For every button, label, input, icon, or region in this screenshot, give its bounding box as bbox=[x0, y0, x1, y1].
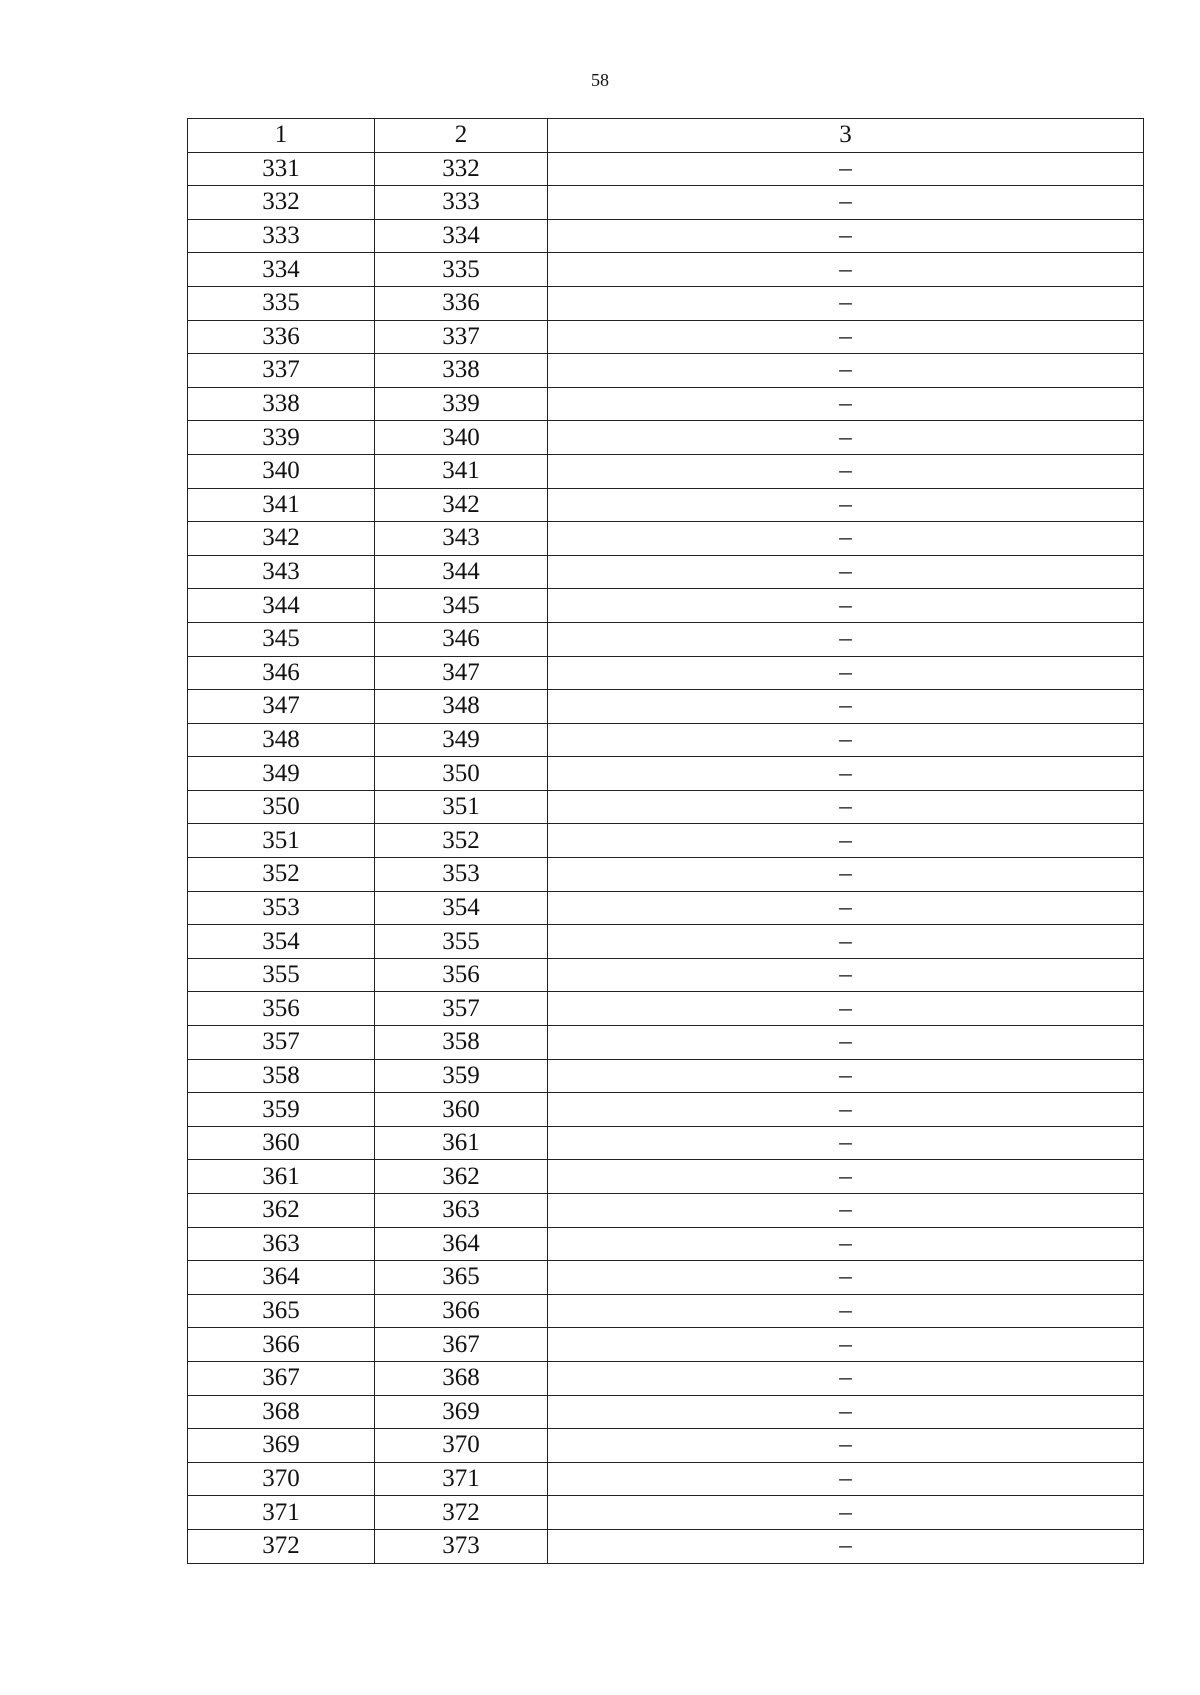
table-row bbox=[188, 1160, 1144, 1194]
table-cell-col-3: – bbox=[548, 522, 1144, 556]
table-row bbox=[188, 1227, 1144, 1261]
table-row bbox=[188, 622, 1144, 656]
table-cell-col-1: 359 bbox=[188, 1093, 375, 1127]
table-cell-col-1: 356 bbox=[188, 992, 375, 1026]
table-cell-col-3: – bbox=[548, 421, 1144, 455]
table-cell-col-2: 348 bbox=[375, 690, 548, 724]
table-cell-col-3: – bbox=[548, 1328, 1144, 1362]
table-row bbox=[188, 1496, 1144, 1530]
table-cell-col-3: – bbox=[548, 253, 1144, 287]
table-cell-col-1: 360 bbox=[188, 1126, 375, 1160]
table-cell-col-1: 349 bbox=[188, 757, 375, 791]
table-row bbox=[188, 858, 1144, 892]
table-cell-col-1: 354 bbox=[188, 925, 375, 959]
table-cell-col-2: 353 bbox=[375, 858, 548, 892]
table-cell-col-2: 373 bbox=[375, 1529, 548, 1563]
table-cell-col-2: 336 bbox=[375, 286, 548, 320]
table-cell-col-3: – bbox=[548, 824, 1144, 858]
table-cell-col-2: 357 bbox=[375, 992, 548, 1026]
table-cell-col-2: 370 bbox=[375, 1429, 548, 1463]
table-cell-col-2: 341 bbox=[375, 454, 548, 488]
table-row bbox=[188, 1429, 1144, 1463]
table-cell-col-1: 370 bbox=[188, 1462, 375, 1496]
table-row bbox=[188, 992, 1144, 1026]
table-cell-col-3: – bbox=[548, 690, 1144, 724]
table-row bbox=[188, 1529, 1144, 1563]
table-cell-col-1: 350 bbox=[188, 790, 375, 824]
table-cell-col-1: 341 bbox=[188, 488, 375, 522]
table-row bbox=[188, 286, 1144, 320]
table-cell-col-1: 371 bbox=[188, 1496, 375, 1530]
table-cell-col-3: – bbox=[548, 454, 1144, 488]
table-row bbox=[188, 1395, 1144, 1429]
table-row bbox=[188, 186, 1144, 220]
table-cell-col-2: 364 bbox=[375, 1227, 548, 1261]
table-row bbox=[188, 958, 1144, 992]
table-cell-col-3: – bbox=[548, 757, 1144, 791]
table-cell-col-1: 347 bbox=[188, 690, 375, 724]
table-cell-col-3: – bbox=[548, 589, 1144, 623]
table-cell-col-3: – bbox=[548, 1294, 1144, 1328]
table-cell-col-1: 333 bbox=[188, 219, 375, 253]
table-cell-col-3: – bbox=[548, 1462, 1144, 1496]
table-cell-col-3: – bbox=[548, 1126, 1144, 1160]
table-cell-col-3: – bbox=[548, 1395, 1144, 1429]
table-cell-col-3: – bbox=[548, 354, 1144, 388]
table-row bbox=[188, 1026, 1144, 1060]
table-row bbox=[188, 152, 1144, 186]
table-cell-col-2: 333 bbox=[375, 186, 548, 220]
table-row bbox=[188, 1261, 1144, 1295]
table-cell-col-1: 355 bbox=[188, 958, 375, 992]
table-row bbox=[188, 1126, 1144, 1160]
table-cell-col-3: – bbox=[548, 1227, 1144, 1261]
table-cell-col-1: 368 bbox=[188, 1395, 375, 1429]
table-row bbox=[188, 522, 1144, 556]
table-cell-col-3: – bbox=[548, 1361, 1144, 1395]
table-row bbox=[188, 790, 1144, 824]
table-cell-col-2: 367 bbox=[375, 1328, 548, 1362]
table-cell-col-2: 340 bbox=[375, 421, 548, 455]
table-cell-col-2: 349 bbox=[375, 723, 548, 757]
table-cell-col-3: – bbox=[548, 555, 1144, 589]
table-cell-col-2: 346 bbox=[375, 622, 548, 656]
table-cell-col-2: 352 bbox=[375, 824, 548, 858]
table-row bbox=[188, 387, 1144, 421]
table-cell-col-2: 372 bbox=[375, 1496, 548, 1530]
table-cell-col-1: 332 bbox=[188, 186, 375, 220]
table-cell-col-3: – bbox=[548, 622, 1144, 656]
table-cell-col-3: – bbox=[548, 1093, 1144, 1127]
table-cell-col-2: 369 bbox=[375, 1395, 548, 1429]
table-row bbox=[188, 421, 1144, 455]
table-cell-col-1: 337 bbox=[188, 354, 375, 388]
table-cell-col-3: – bbox=[548, 152, 1144, 186]
table-cell-col-1: 352 bbox=[188, 858, 375, 892]
table-cell-col-2: 360 bbox=[375, 1093, 548, 1127]
table-cell-col-2: 334 bbox=[375, 219, 548, 253]
table-cell-col-2: 354 bbox=[375, 891, 548, 925]
table-cell-col-2: 359 bbox=[375, 1059, 548, 1093]
table-cell-col-1: 336 bbox=[188, 320, 375, 354]
table-cell-col-1: 342 bbox=[188, 522, 375, 556]
table-cell-col-3: – bbox=[548, 958, 1144, 992]
table-row bbox=[188, 555, 1144, 589]
table-cell-col-3: – bbox=[548, 858, 1144, 892]
table-cell-col-3: – bbox=[548, 219, 1144, 253]
table-cell-col-3: – bbox=[548, 790, 1144, 824]
table-row bbox=[188, 723, 1144, 757]
table-cell-col-3: – bbox=[548, 1194, 1144, 1228]
table-cell-col-2: 361 bbox=[375, 1126, 548, 1160]
table-cell-col-3: – bbox=[548, 1529, 1144, 1563]
table-row bbox=[188, 320, 1144, 354]
table-row bbox=[188, 824, 1144, 858]
table-cell-col-2: 337 bbox=[375, 320, 548, 354]
table-cell-col-2: 368 bbox=[375, 1361, 548, 1395]
table-cell-col-1: 364 bbox=[188, 1261, 375, 1295]
table-row bbox=[188, 1294, 1144, 1328]
table-cell-col-1: 334 bbox=[188, 253, 375, 287]
table-cell-col-2: 335 bbox=[375, 253, 548, 287]
table-cell-col-3: – bbox=[548, 656, 1144, 690]
table-cell-col-2: 350 bbox=[375, 757, 548, 791]
table-cell-col-1: 345 bbox=[188, 622, 375, 656]
table-cell-col-2: 362 bbox=[375, 1160, 548, 1194]
table-row bbox=[188, 589, 1144, 623]
table-cell-col-3: – bbox=[548, 925, 1144, 959]
table-cell-col-1: 358 bbox=[188, 1059, 375, 1093]
table-body bbox=[188, 152, 1144, 1563]
table-cell-col-3: – bbox=[548, 1160, 1144, 1194]
table-row bbox=[188, 1194, 1144, 1228]
column-header-2: 2 bbox=[375, 119, 548, 153]
page-number: 58 bbox=[591, 70, 609, 90]
table-cell-col-3: – bbox=[548, 488, 1144, 522]
table-cell-col-2: 366 bbox=[375, 1294, 548, 1328]
table-cell-col-2: 344 bbox=[375, 555, 548, 589]
table-row bbox=[188, 757, 1144, 791]
data-table bbox=[187, 118, 1144, 1564]
table-cell-col-1: 372 bbox=[188, 1529, 375, 1563]
table-cell-col-1: 338 bbox=[188, 387, 375, 421]
table-row bbox=[188, 1093, 1144, 1127]
table-row bbox=[188, 1059, 1144, 1093]
table-cell-col-3: – bbox=[548, 186, 1144, 220]
table-cell-col-1: 367 bbox=[188, 1361, 375, 1395]
table-cell-col-1: 343 bbox=[188, 555, 375, 589]
table-row bbox=[188, 253, 1144, 287]
table-cell-col-1: 335 bbox=[188, 286, 375, 320]
table-cell-col-2: 342 bbox=[375, 488, 548, 522]
table-cell-col-2: 339 bbox=[375, 387, 548, 421]
table-row bbox=[188, 488, 1144, 522]
table-cell-col-2: 347 bbox=[375, 656, 548, 690]
table-cell-col-1: 348 bbox=[188, 723, 375, 757]
table-cell-col-2: 351 bbox=[375, 790, 548, 824]
table-cell-col-1: 353 bbox=[188, 891, 375, 925]
table-cell-col-1: 361 bbox=[188, 1160, 375, 1194]
table-cell-col-1: 357 bbox=[188, 1026, 375, 1060]
table-cell-col-1: 340 bbox=[188, 454, 375, 488]
table-cell-col-2: 365 bbox=[375, 1261, 548, 1295]
table-cell-col-2: 343 bbox=[375, 522, 548, 556]
table-cell-col-2: 332 bbox=[375, 152, 548, 186]
table-cell-col-3: – bbox=[548, 1496, 1144, 1530]
table-row bbox=[188, 354, 1144, 388]
table-cell-col-3: – bbox=[548, 1261, 1144, 1295]
table-row bbox=[188, 656, 1144, 690]
table-cell-col-1: 351 bbox=[188, 824, 375, 858]
table-cell-col-2: 345 bbox=[375, 589, 548, 623]
table-cell-col-3: – bbox=[548, 1429, 1144, 1463]
table-cell-col-1: 362 bbox=[188, 1194, 375, 1228]
table-row bbox=[188, 219, 1144, 253]
table-cell-col-3: – bbox=[548, 992, 1144, 1026]
table-cell-col-2: 355 bbox=[375, 925, 548, 959]
table-row bbox=[188, 891, 1144, 925]
table-cell-col-2: 363 bbox=[375, 1194, 548, 1228]
table-cell-col-1: 339 bbox=[188, 421, 375, 455]
table-cell-col-3: – bbox=[548, 286, 1144, 320]
header-row bbox=[188, 119, 1144, 153]
table-row bbox=[188, 1361, 1144, 1395]
table-cell-col-3: – bbox=[548, 387, 1144, 421]
table-cell-col-1: 346 bbox=[188, 656, 375, 690]
table-row bbox=[188, 1328, 1144, 1362]
table-cell-col-1: 365 bbox=[188, 1294, 375, 1328]
table-cell-col-3: – bbox=[548, 891, 1144, 925]
table-cell-col-3: – bbox=[548, 320, 1144, 354]
table-cell-col-3: – bbox=[548, 1059, 1144, 1093]
column-header-1: 1 bbox=[188, 119, 375, 153]
table-row bbox=[188, 690, 1144, 724]
table-cell-col-1: 331 bbox=[188, 152, 375, 186]
column-header-3: 3 bbox=[548, 119, 1144, 153]
table-cell-col-2: 338 bbox=[375, 354, 548, 388]
table-row bbox=[188, 925, 1144, 959]
table-cell-col-1: 344 bbox=[188, 589, 375, 623]
table-cell-col-2: 371 bbox=[375, 1462, 548, 1496]
table-cell-col-1: 363 bbox=[188, 1227, 375, 1261]
table-cell-col-1: 369 bbox=[188, 1429, 375, 1463]
table-cell-col-2: 358 bbox=[375, 1026, 548, 1060]
table-cell-col-3: – bbox=[548, 1026, 1144, 1060]
table-cell-col-1: 366 bbox=[188, 1328, 375, 1362]
table-cell-col-2: 356 bbox=[375, 958, 548, 992]
table-row bbox=[188, 454, 1144, 488]
table-row bbox=[188, 1462, 1144, 1496]
table-cell-col-3: – bbox=[548, 723, 1144, 757]
